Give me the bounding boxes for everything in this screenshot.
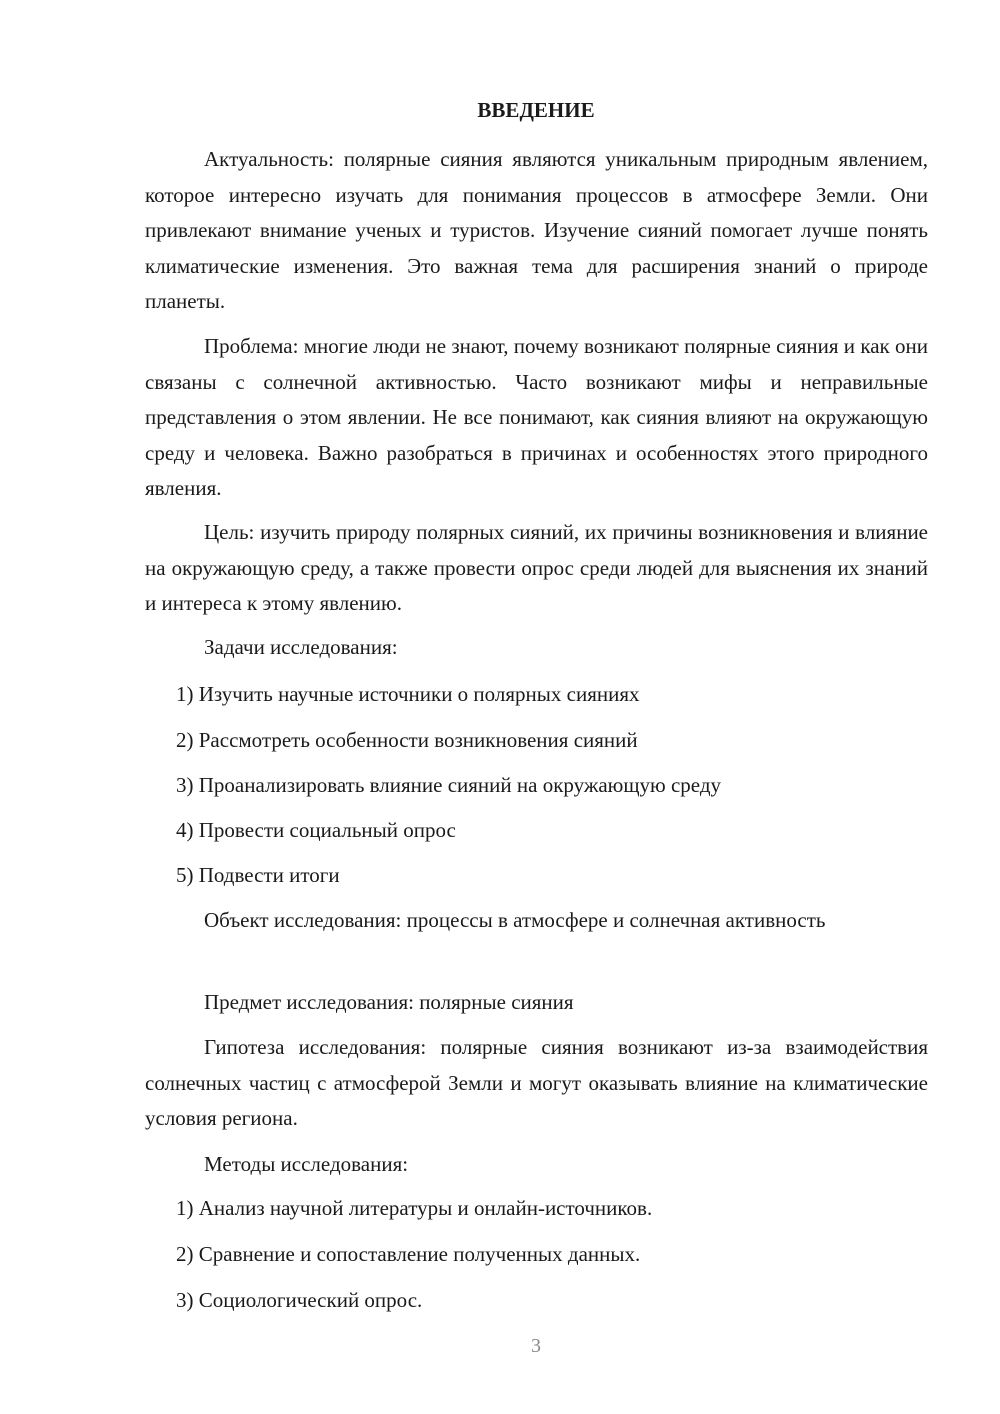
task-item: 3) Проанализировать влияние сияний на окружающую среду: [176, 773, 722, 797]
task-item: 1) Изучить научные источники о полярных сияниях: [176, 682, 640, 706]
method-item: 2) Сравнение и сопоставление полученных данных.: [176, 1242, 641, 1266]
task-item: 5) Подвести итоги: [176, 863, 340, 887]
paragraph-actuality: Актуальность: полярные сияния являются уникальным природным явлением, которое интересно изучать для понимания процессов в атмосфере Земли. Они привлекают внимание ученых и туристов. Изучение сияний помогает лучше понять климатические изменения. Это важная тема для расширения знаний о природе планеты.: [145, 147, 928, 313]
task-item: 4) Провести социальный опрос: [176, 818, 456, 842]
method-item: 1) Анализ научной литературы и онлайн-источников.: [176, 1196, 653, 1220]
methods-title: Методы исследования:: [204, 1152, 409, 1176]
tasks-title: Задачи исследования:: [204, 635, 398, 659]
paragraph-problem: Проблема: многие люди не знают, почему возникают полярные сияния и как они связаны с солнечной активностью. Часто возникают мифы и неправильные представления о этом явлении. Не все понимают, как сияния влияют на окружающую среду и человека. Важно разобраться в причинах и особенностях этого природного явления.: [145, 334, 928, 500]
paragraph-subject: Предмет исследования: полярные сияния: [204, 990, 574, 1014]
page-number: 3: [531, 1335, 541, 1357]
paragraph-object: Объект исследования: процессы в атмосфере и солнечная активность: [204, 908, 826, 932]
paragraph-goal: Цель: изучить природу полярных сияний, их причины возникновения и влияние на окружающую среду, а также провести опрос среди людей для выяснения их знаний и интереса к этому явлению.: [145, 520, 928, 615]
task-item: 2) Рассмотреть особенности возникновения сияний: [176, 728, 638, 752]
paragraph-hypothesis: Гипотеза исследования: полярные сияния возникают из-за взаимодействия солнечных частиц с атмосферой Земли и могут оказывать влияние на климатические условия региона.: [145, 1035, 928, 1130]
section-heading: ВВЕДЕНИЕ: [477, 98, 595, 122]
method-item: 3) Социологический опрос.: [176, 1288, 423, 1312]
